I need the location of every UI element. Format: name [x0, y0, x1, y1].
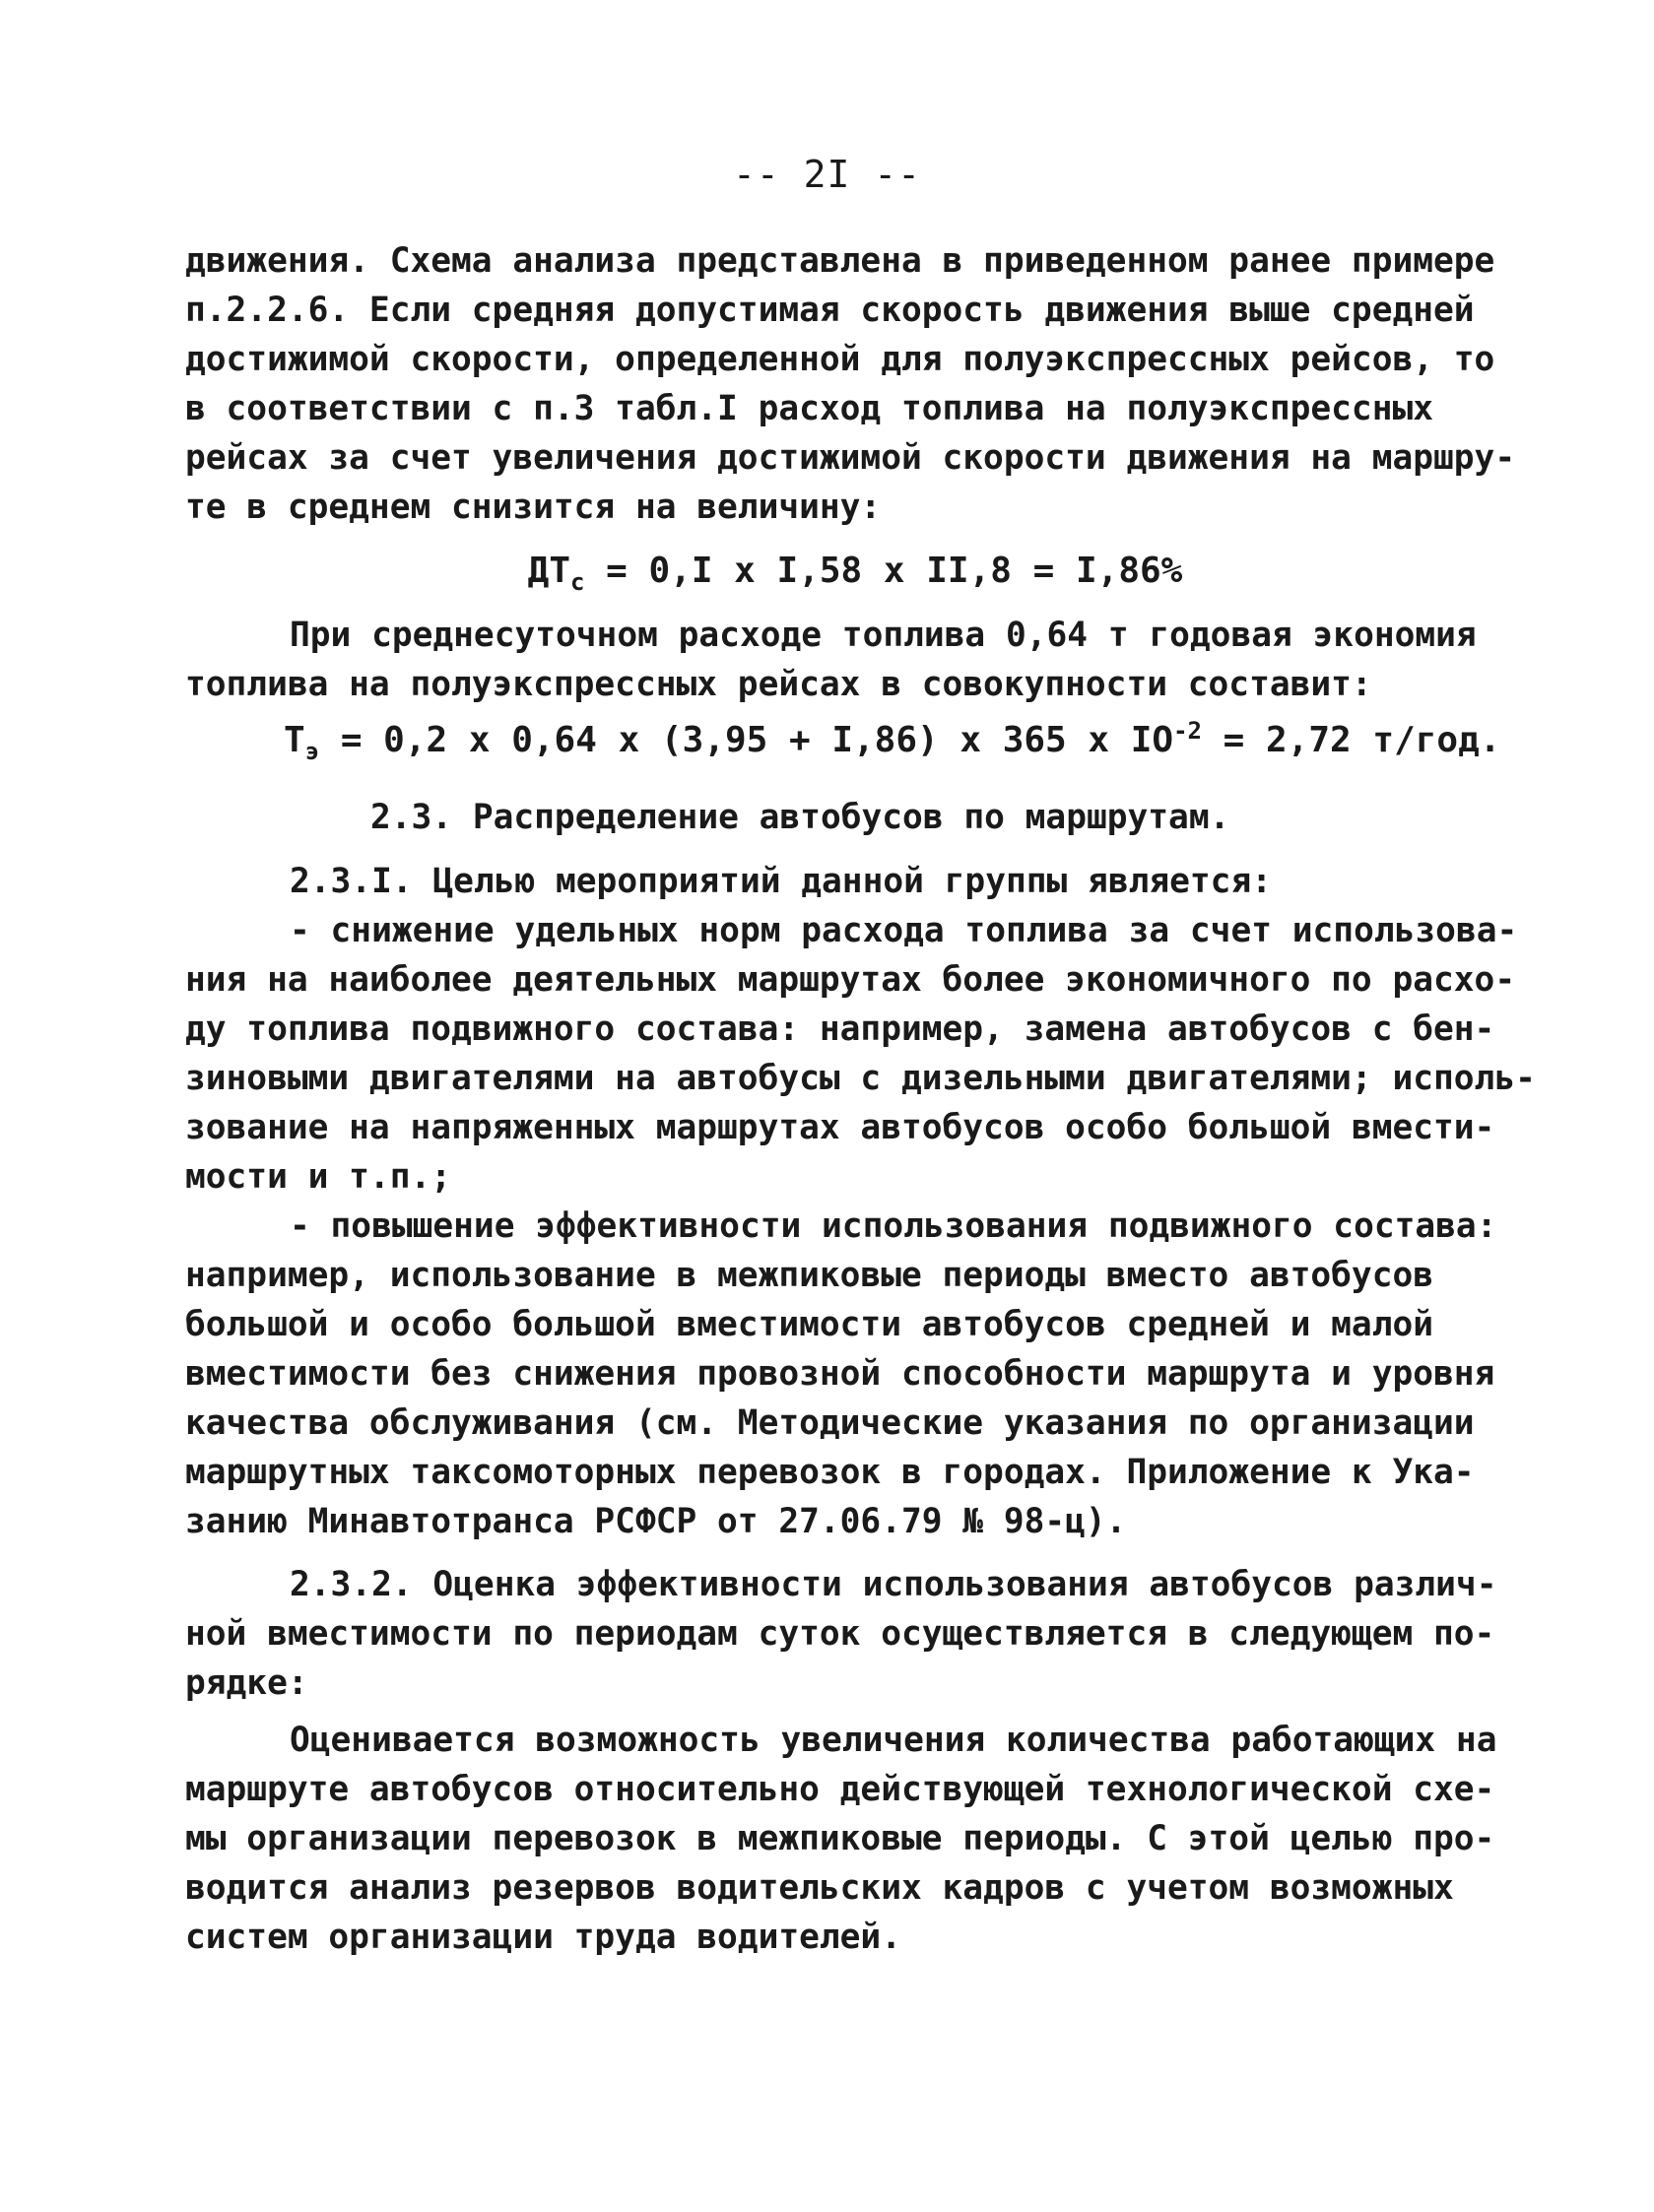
- formula-lhs: ДТ: [527, 551, 571, 591]
- text-line: топлива на полуэкспрессных рейсах в совокупности составит:: [185, 665, 1372, 704]
- text-line: зование на напряженных маршрутах автобусов особо большой вмести-: [185, 1108, 1495, 1147]
- text-line: п.2.2.6. Если средняя допустимая скорость движения выше средней: [185, 291, 1475, 330]
- section-heading: 2.3. Распределение автобусов по маршрутам.: [370, 798, 1230, 837]
- text-line: в соответствии с п.3 табл.I расход топлива на полуэкспрессных: [185, 389, 1434, 428]
- text-line: систем организации труда водителей.: [185, 1918, 901, 1957]
- text-line: те в среднем снизится на величину:: [185, 488, 882, 527]
- text-line: водится анализ резервов водительских кадров с учетом возможных: [185, 1868, 1454, 1908]
- text-line: вместимости без снижения провозной способности маршрута и уровня: [185, 1354, 1495, 1394]
- formula-rhs: = 0,I x I,58 x II,8 = I,86%: [584, 551, 1183, 591]
- text-line: рядке:: [185, 1663, 308, 1703]
- text-line: ду топлива подвижного состава: например, замена автобусов с бен-: [185, 1009, 1495, 1049]
- formula-lhs-subscript: э: [304, 738, 320, 766]
- text-line: - повышение эффективности использования подвижного состава:: [290, 1206, 1497, 1246]
- text-line: При среднесуточном расходе топлива 0,64 т годовая экономия: [290, 616, 1477, 655]
- text-line: достижимой скорости, определенной для полуэкспрессных рейсов, то: [185, 340, 1495, 379]
- formula-fuel-reduction: [185, 540, 1486, 603]
- formula-exponent: -2: [1173, 717, 1202, 745]
- text-line: зиновыми двигателями на автобусы с дизельными двигателями; исполь-: [185, 1059, 1536, 1098]
- text-line: например, использование в межпиковые периоды вместо автобусов: [185, 1256, 1434, 1295]
- text-line: большой и особо большой вместимости автобусов средней и малой: [185, 1305, 1434, 1344]
- text-line: качества обслуживания (см. Методические указания по организации: [185, 1403, 1475, 1443]
- text-line: мы организации перевозок в межпиковые периоды. С этой целью про-: [185, 1819, 1495, 1858]
- text-line: маршруте автобусов относительно действующей технологической схе-: [185, 1770, 1495, 1809]
- text-line: ния на наиболее деятельных маршрутах более экономичного по расхо-: [185, 960, 1516, 1000]
- formula-part: = 0,2 x 0,64 x (3,95 + I,86) x 365 x IO: [319, 720, 1174, 760]
- text-line: маршрутных таксомоторных перевозок в городах. Приложение к Ука-: [185, 1453, 1475, 1492]
- text-line: 2.3.2. Оценка эффективности использования автобусов различ-: [290, 1565, 1497, 1604]
- text-line: - снижение удельных норм расхода топлива за счет использова-: [290, 911, 1518, 950]
- text-line: движения. Схема анализа представлена в приведенном ранее примере: [185, 241, 1495, 281]
- text-line: занию Минавтотранса РСФСР от 27.06.79 № 98-ц).: [185, 1502, 1127, 1541]
- formula-annual-savings: [185, 709, 1501, 772]
- formula-lhs: Т: [284, 720, 305, 760]
- document-body: [185, 236, 1536, 1962]
- text-line: ной вместимости по периодам суток осуществляется в следующем по-: [185, 1614, 1495, 1654]
- page-number: -- 2I --: [732, 153, 922, 196]
- text-line: Оценивается возможность увеличения количества работающих на: [290, 1721, 1497, 1760]
- formula-lhs-subscript: с: [570, 568, 585, 597]
- formula-result: = 2,72 т/год.: [1202, 720, 1501, 760]
- text-line: 2.3.I. Целью мероприятий данной группы является:: [290, 862, 1272, 901]
- text-line: рейсах за счет увеличения достижимой скорости движения на маршру-: [185, 438, 1516, 478]
- text-line: мости и т.п.;: [185, 1157, 452, 1197]
